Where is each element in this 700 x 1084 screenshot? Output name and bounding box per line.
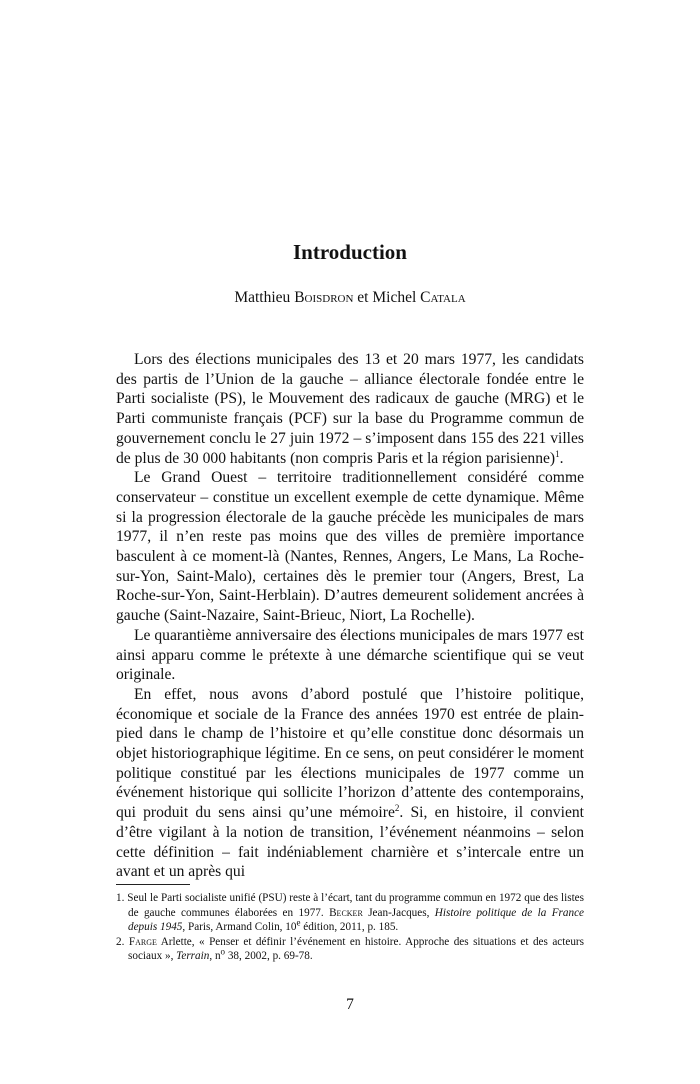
- page-number: 7: [346, 996, 354, 1013]
- paragraph-2: Le Grand Ouest – territoire traditionnellement considéré comme conservateur – constitue un excellent exemple de cette dynamique. Même si la progression électorale de la gauche précède les municipales de mars 1977, il n’en reste pas moins que des villes de première importance basculent à ce moment-là (Nantes, Rennes, Angers, Le Mans, La Roche-sur-Yon, Saint-Malo), certaines dès le premier tour (Angers, Brest, La Roche-sur-Yon, Saint-Herblain). D’autres demeurent solidement ancrées à gauche (Saint-Nazaire, Saint-Brieuc, Niort, La Rochelle).: [116, 469, 584, 625]
- footnote-1-book-title: Histoire politique de la France depuis 1945: [128, 906, 584, 934]
- chapter-authors: [0, 289, 700, 307]
- footnote-2-text-a: « Penser et définir l’événement en histoire. Approche des situations et des acteurs sociaux »,: [128, 935, 585, 963]
- footnote-ref-1: 1: [555, 448, 560, 459]
- footnote-1-author-last: Becker: [329, 906, 363, 919]
- footnote-1: [116, 891, 584, 935]
- paragraph-4-text-b: . Si, en histoire, il convient d’être vigilant à la notion de transition, l’événement néanmoins – selon cette définition – fait indéniablement charnière et s’intercale entre un avant et un après qui: [116, 804, 584, 881]
- paragraph-4-text-a: En effet, nous avons d’abord postulé que l’histoire politique, économique et sociale de la France des années 1970 est entrée de plain-pied dans le champ de l’histoire et qu’elle constitue donc désormais un objet historiographique légitime. En ce sens, on peut considérer le moment politique constitué par les élections municipales de 1977 comme un événement historique qui sollicite l’horizon d’attente des contemporains, qui produit du sens ainsi qu’une mémoire: [116, 685, 584, 822]
- footnote-2-journal: Terrain: [176, 950, 210, 963]
- footnote-2-number: 2.: [116, 935, 125, 948]
- paragraph-1-end: .: [559, 449, 564, 467]
- chapter-title: Introduction: [293, 240, 407, 264]
- paragraph-1: [116, 350, 584, 468]
- footnote-ref-2: 2: [394, 802, 400, 813]
- footnote-divider: [116, 884, 190, 885]
- author-1-first-name: Matthieu: [234, 289, 291, 306]
- footnote-1-number: 1.: [116, 892, 125, 904]
- body-text: [116, 350, 584, 882]
- footnote-2-text-c: 38, 2002, p. 69-78.: [225, 950, 313, 963]
- paragraph-3: Le quarantième anniversaire des élections municipales de mars 1977 est ainsi apparu comme le prétexte à une démarche scientifique qui se veut originale.: [116, 626, 584, 684]
- footnote-1-edition-sup: e: [296, 917, 301, 928]
- authors-conjunction: et: [357, 289, 369, 306]
- author-1-last-name: Boisdron: [294, 289, 354, 306]
- paragraph-4: [116, 685, 584, 882]
- footnote-2: [116, 935, 584, 964]
- footnote-1-author-first: Jean-Jacques,: [368, 906, 430, 919]
- footnote-1-text-c: édition, 2011, p. 185.: [300, 921, 399, 934]
- footnote-2-text-b: , n: [209, 950, 221, 963]
- footnote-2-issue-sup: o: [220, 946, 226, 957]
- author-2-first-name: Michel: [372, 289, 417, 306]
- paragraph-1-text: Lors des élections municipales des 13 et 20 mars 1977, les candidats des partis de l’Union de la gauche – alliance électorale fondée entre le Parti socialiste (PS), le Mouvement des radicaux de gauche (MRG) et le Parti communiste français (PCF) sur la base du Programme commun de gouvernement conclu le 27 juin 1972 – s’imposent dans 155 des 221 villes de plus de 30 000 habitants (non compris Paris et la région parisienne): [116, 351, 584, 467]
- author-2-last-name: Catala: [420, 289, 466, 306]
- footnote-2-author-last: Farge: [128, 935, 157, 948]
- footnote-1-text-a: Seul le Parti socialiste unifié (PSU) reste à l’écart, tant du programme commun en 1972 que des listes de gauche communes élaborées en 1977.: [127, 892, 584, 919]
- footnotes: [116, 891, 584, 964]
- footnote-1-text-b: , Paris, Armand Colin, 10: [182, 921, 297, 934]
- footnote-2-author-first: Arlette,: [160, 935, 195, 948]
